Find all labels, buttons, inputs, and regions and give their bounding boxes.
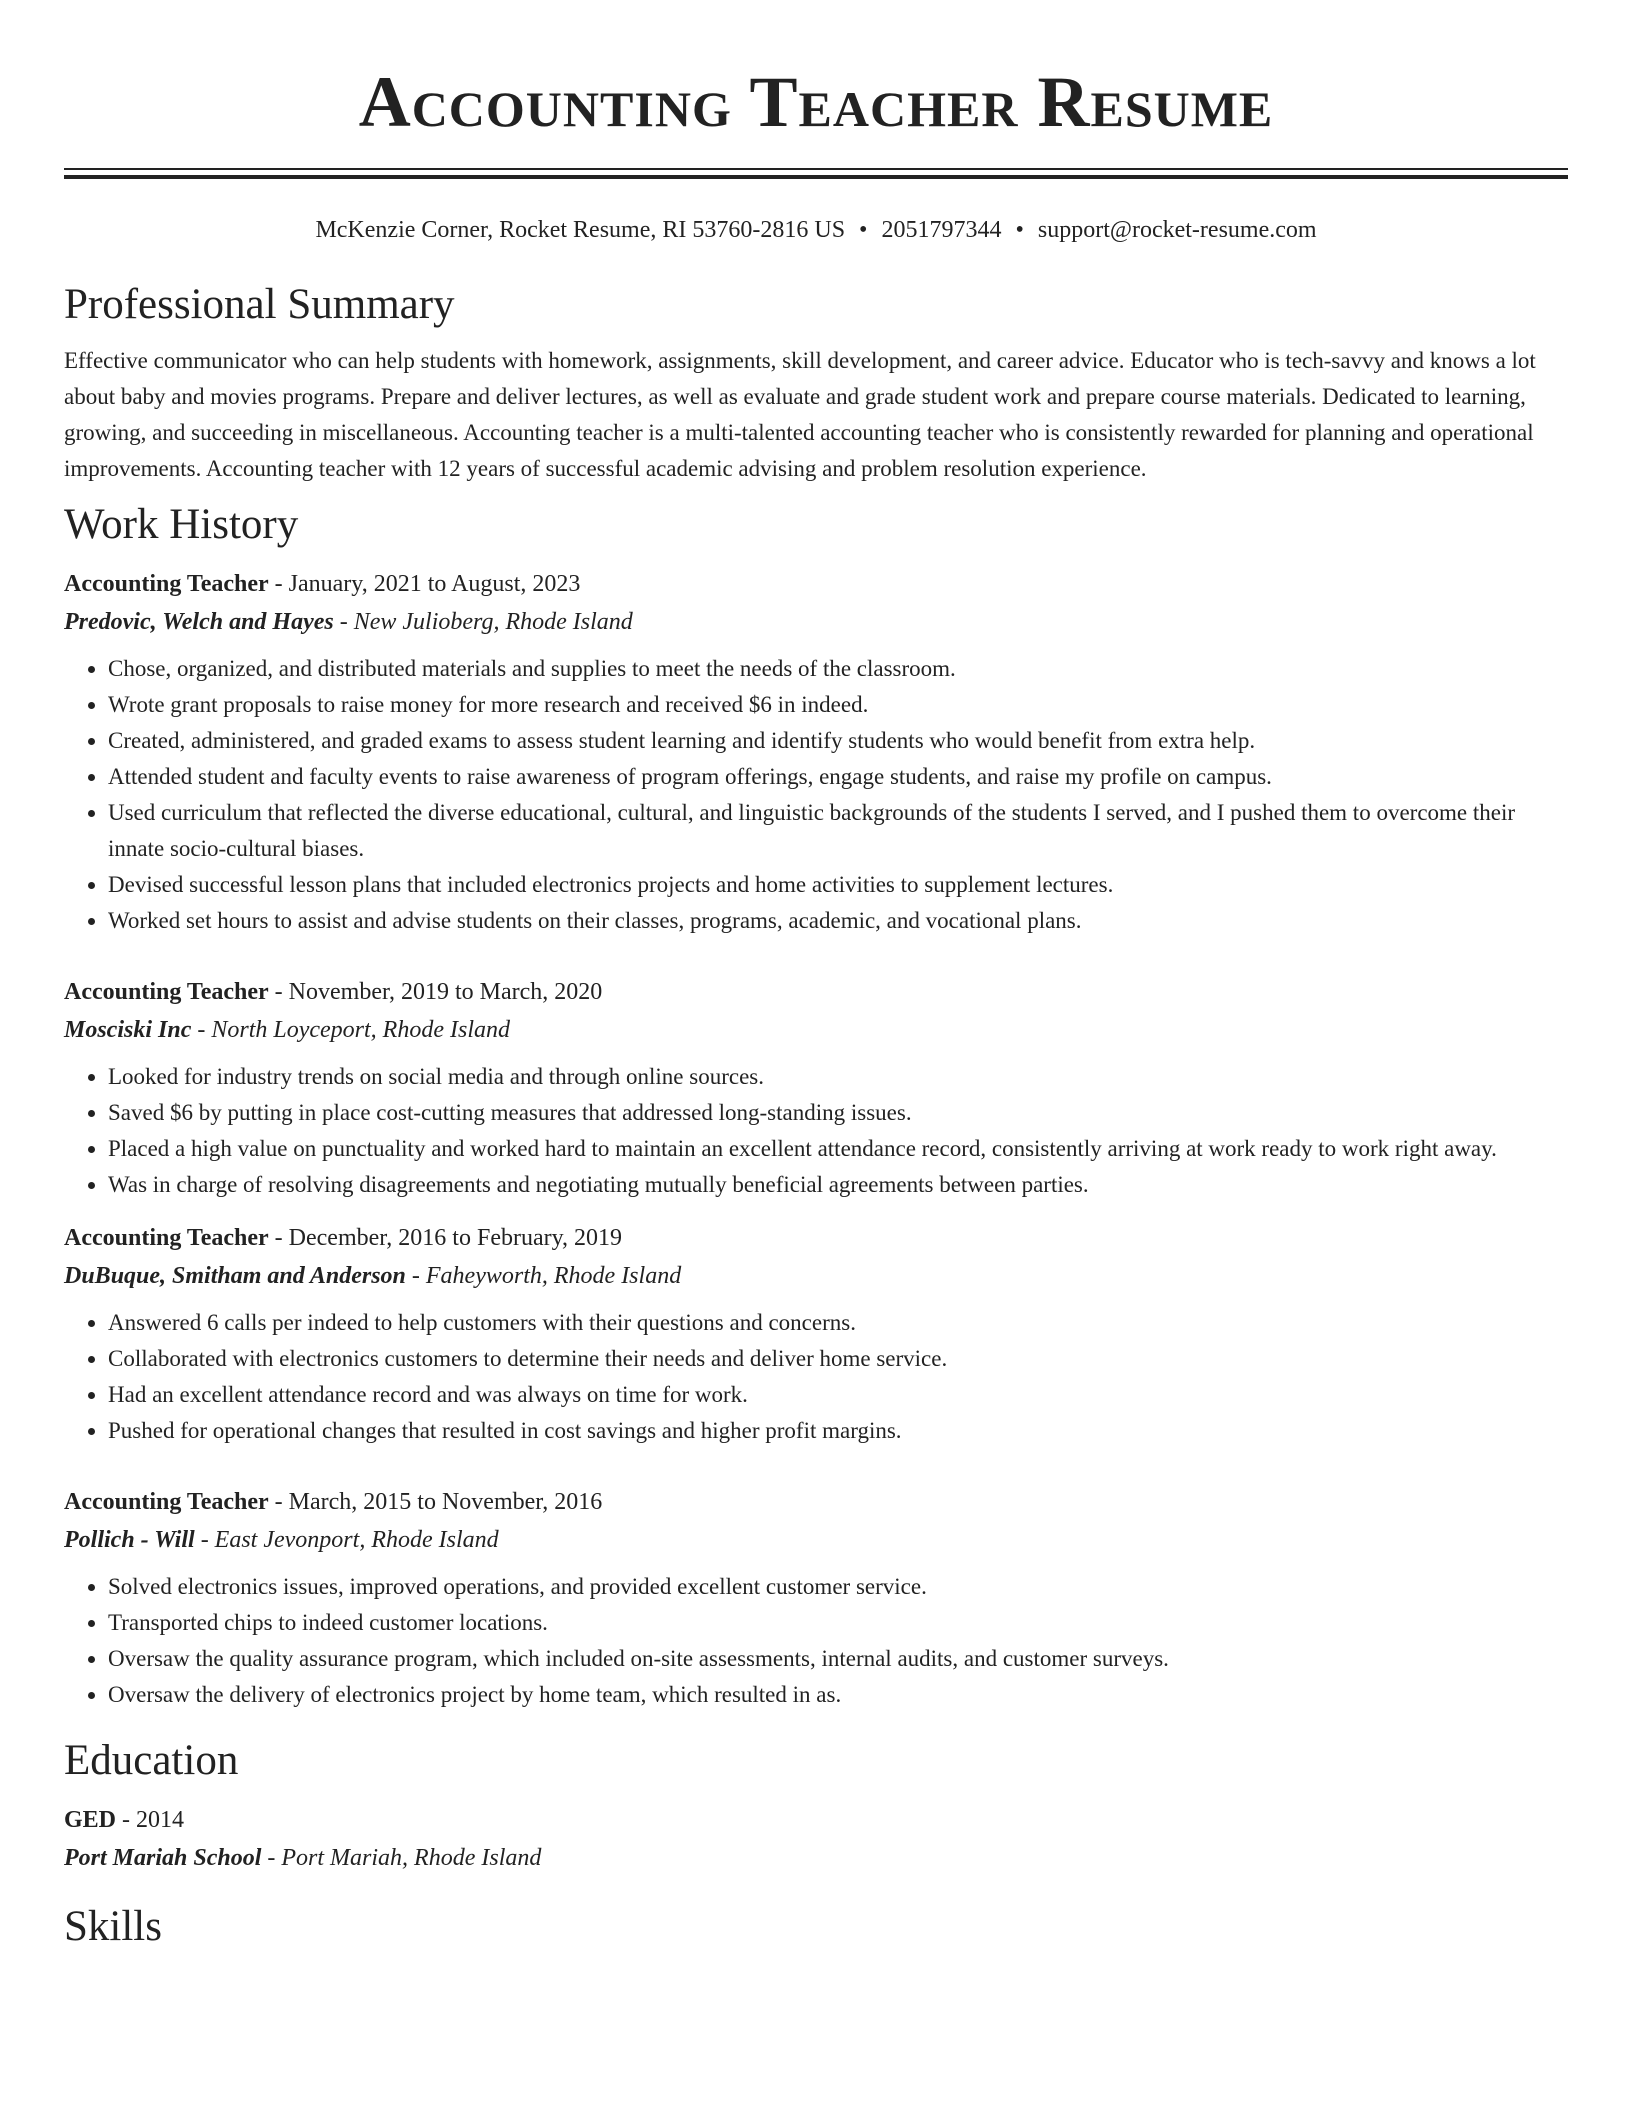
job-title: Accounting Teacher [64, 1225, 269, 1251]
contact-email: support@rocket-resume.com [1037, 217, 1317, 243]
skills-heading: Skills [64, 1903, 162, 1950]
job-org-line [64, 603, 1568, 641]
contact-line [64, 215, 1568, 245]
job-location: - East Jevonport, Rhode Island [194, 1527, 499, 1553]
job-dates: - December, 2016 to February, 2019 [268, 1225, 623, 1251]
job-title-line [64, 1483, 1568, 1521]
job-org-line [64, 1257, 1568, 1295]
job-bullets [64, 1569, 1568, 1713]
job-title-line [64, 565, 1568, 603]
education-degree-line [64, 1801, 1568, 1839]
list-item: • Was in charge of resolving disagreements and negotiating mutually beneficial agreements between parties. [108, 1167, 1568, 1203]
contact-separator: • [859, 217, 868, 243]
contact-address: McKenzie Corner, Rocket Resume, RI 53760-2816 US [315, 217, 846, 243]
job-location: - North Loyceport, Rhode Island [191, 1017, 510, 1043]
job-title: Accounting Teacher [64, 979, 269, 1005]
job-title: Accounting Teacher [64, 1489, 269, 1515]
list-item: • Oversaw the quality assurance program, which included on-site assessments, internal audits, and customer surveys. [108, 1641, 1568, 1677]
job-dates: - March, 2015 to November, 2016 [268, 1489, 603, 1515]
summary-text: Effective communicator who can help students with homework, assignments, skill development, and career advice. Educator who is tech-savvy and knows a lot about baby and movies programs. Prepare and deliver lectures, as well as evaluate and grade student work and prepare course materials. Dedicated to learning, growing, and succeeding in miscellaneous. Accounting teacher is a multi-talented accounting teacher who is consistently rewarded for planning and operational improvements. Accounting teacher with 12 years of successful academic advising and problem resolution experience. [64, 348, 1536, 481]
work-history-heading: Work History [64, 501, 299, 548]
list-item: • Solved electronics issues, improved operations, and provided excellent customer service. [108, 1569, 1568, 1605]
divider-thin-line [64, 168, 1568, 170]
contact-separator: • [1015, 217, 1024, 243]
list-item: • Chose, organized, and distributed materials and supplies to meet the needs of the classroom. [108, 651, 1568, 687]
job-company: DuBuque, Smitham and Anderson [64, 1263, 406, 1289]
list-item: • Collaborated with electronics customers to determine their needs and deliver home service. [108, 1341, 1568, 1377]
job-entry [64, 565, 1568, 939]
education-year: - 2014 [116, 1807, 185, 1833]
job-company: Mosciski Inc [64, 1017, 192, 1043]
list-item: • Wrote grant proposals to raise money for more research and received $6 in indeed. [108, 687, 1568, 723]
job-bullets [64, 1305, 1568, 1449]
list-item: • Placed a high value on punctuality and worked hard to maintain an excellent attendance record, consistently arriving at work ready to work right away. [108, 1131, 1568, 1167]
title-divider [64, 168, 1568, 179]
education-degree: GED [64, 1807, 117, 1833]
job-bullets [64, 651, 1568, 939]
list-item: • Used curriculum that reflected the diverse educational, cultural, and linguistic backgrounds of the students I served, and I pushed them to overcome their innate socio-cultural biases. [108, 795, 1568, 867]
list-item: • Transported chips to indeed customer locations. [108, 1605, 1568, 1641]
job-title-line [64, 1219, 1568, 1257]
summary-heading: Professional Summary [64, 281, 455, 328]
education-location: - Port Mariah, Rhode Island [261, 1845, 542, 1871]
education-school-line [64, 1839, 1568, 1877]
job-org-line [64, 1011, 1568, 1049]
list-item: • Worked set hours to assist and advise students on their classes, programs, academic, and vocational plans. [108, 903, 1568, 939]
job-company: Predovic, Welch and Hayes [64, 609, 334, 635]
list-item: • Oversaw the delivery of electronics project by home team, which resulted in as. [108, 1677, 1568, 1713]
list-item: • Devised successful lesson plans that included electronics projects and home activities to supplement lectures. [108, 867, 1568, 903]
list-item: • Attended student and faculty events to raise awareness of program offerings, engage students, and raise my profile on campus. [108, 759, 1568, 795]
education-entry [64, 1801, 1568, 1877]
job-dates: - January, 2021 to August, 2023 [268, 571, 581, 597]
divider-thick-line [64, 175, 1568, 179]
list-item: • Created, administered, and graded exams to assess student learning and identify students who would benefit from extra help. [108, 723, 1568, 759]
job-location: - New Julioberg, Rhode Island [333, 609, 633, 635]
list-item: • Looked for industry trends on social media and through online sources. [108, 1059, 1568, 1095]
job-location: - Faheyworth, Rhode Island [405, 1263, 682, 1289]
job-entry [64, 1483, 1568, 1713]
resume-title: Accounting Teacher Resume [358, 62, 1274, 142]
job-dates: - November, 2019 to March, 2020 [268, 979, 603, 1005]
list-item: • Saved $6 by putting in place cost-cutting measures that addressed long-standing issues. [108, 1095, 1568, 1131]
list-item: • Had an excellent attendance record and was always on time for work. [108, 1377, 1568, 1413]
job-title-line [64, 973, 1568, 1011]
job-entry [64, 973, 1568, 1203]
job-org-line [64, 1521, 1568, 1559]
education-heading: Education [64, 1737, 239, 1784]
job-entry [64, 1219, 1568, 1449]
list-item: • Pushed for operational changes that resulted in cost savings and higher profit margins. [108, 1413, 1568, 1449]
job-bullets [64, 1059, 1568, 1203]
contact-phone: 2051797344 [881, 217, 1002, 243]
job-title: Accounting Teacher [64, 571, 269, 597]
education-school: Port Mariah School [64, 1845, 262, 1871]
list-item: • Answered 6 calls per indeed to help customers with their questions and concerns. [108, 1305, 1568, 1341]
job-company: Pollich - Will [64, 1527, 195, 1553]
